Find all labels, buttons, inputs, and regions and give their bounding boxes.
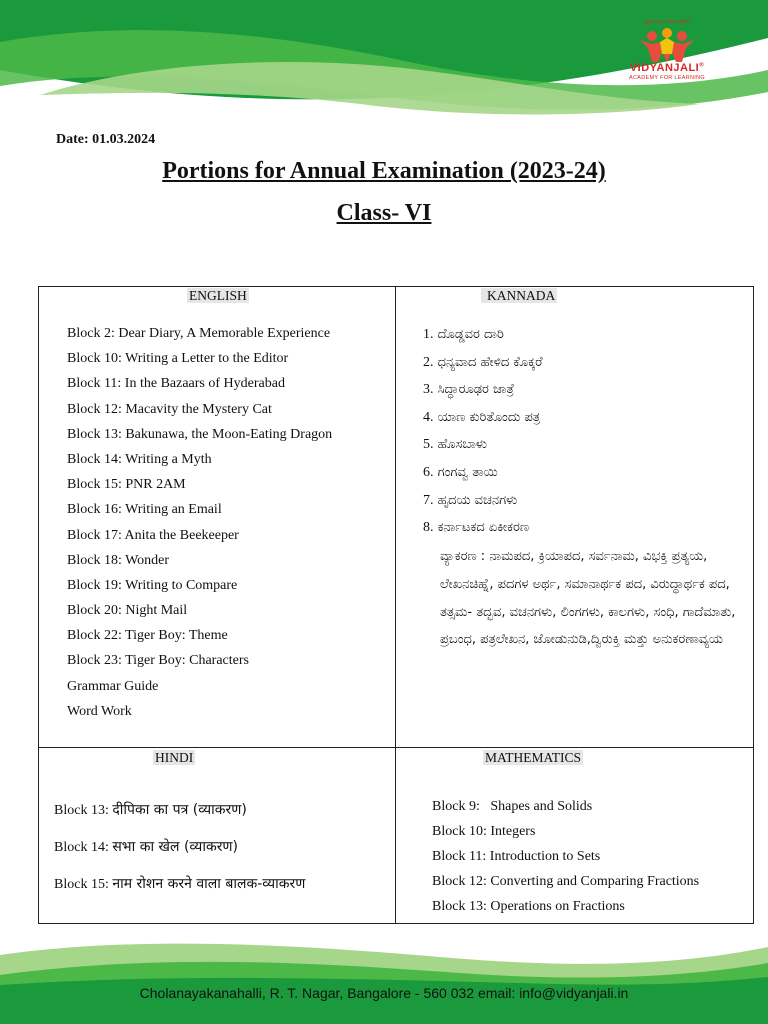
item-number: 1. [423, 327, 434, 342]
kannada-grammar: ವ್ಯಾಕರಣ : ನಾಮಪದ, ಕ್ರಿಯಾಪದ, ಸರ್ವನಾಮ, ವಿಭಕ್ತಿ ಪ್ರತ್ಯಯ, ಲೇಖನಚಿಹ್ನೆ, ಪದಗಳ ಅರ್ಥ, ಸಮಾನಾರ್ಥಕ ಪದ, ವಿರುದ್ಧಾರ್ಥಕ ಪದ, ತತ್ಸಮ- ತದ್ಭವ, ವಚನಗಳು, ಲಿಂಗಗಳು, ಕಾಲಗಳು, ಸಂಧಿ, ಗಾದೆಮಾತು, ಪ್ರಬಂಧ, ಪತ್ರಲೇಖನ, ಜೋಡುನುಡಿ,ದ್ವಿರುಕ್ತಿ ಮತ್ತು ಅನುಕರಣಾವ್ಯಯ [440, 549, 736, 648]
english-list-item: Block 16: Writing an Email [67, 502, 222, 518]
item-number: 4. [423, 409, 434, 425]
english-list-item: Block 10: Writing a Letter to the Editor [67, 351, 289, 367]
kannada-list-item [423, 353, 543, 381]
block-label: Block 14: [54, 840, 109, 855]
mathematics-list-item: Block 9: Shapes and Solids [432, 799, 593, 814]
item-number: 6. [423, 464, 434, 480]
kannada-list-item [423, 518, 543, 546]
hindi-list-item [54, 874, 305, 911]
kannada-list-item [423, 491, 543, 519]
english-list-item: Block 18: Wonder [67, 552, 170, 568]
hindi-list-item [54, 800, 305, 837]
logo-name: VIDYANJALI® [629, 62, 705, 74]
class-label: Class- VI [336, 200, 432, 226]
item-text: नाम रोशन करने वाला बालक-व्याकरण [112, 876, 306, 892]
mathematics-list-item: Block 13: Operations on Fractions [432, 899, 625, 915]
item-number: 8. [423, 520, 434, 536]
table-divider-horizontal [39, 747, 753, 748]
table-divider-vertical [395, 287, 396, 923]
hindi-heading: HINDI [155, 750, 194, 765]
portions-table [38, 286, 754, 924]
block-label: Block 15: [54, 877, 109, 892]
item-number: 7. [423, 492, 434, 508]
english-list-item: Block 20: Night Mail [67, 603, 188, 619]
hindi-list [54, 800, 305, 911]
english-list-item: Block 23: Tiger Boy: Characters [67, 653, 249, 669]
item-text: ಹೊಸಬಾಳು [437, 437, 488, 453]
kannada-list-item [423, 435, 543, 463]
english-list-item: Grammar Guide [67, 678, 159, 694]
item-number: 2. [423, 354, 434, 370]
item-text: सभा का खेल (व्याकरण) [112, 839, 239, 855]
mathematics-list [432, 797, 699, 922]
english-list-item: Block 19: Writing to Compare [67, 577, 238, 593]
item-number: 5. [423, 437, 434, 453]
mathematics-list-item: Block 11: Introduction to Sets [432, 849, 601, 865]
logo-tagline: ಜ್ಞಾನದಿಂದ ಕರ್ಮದೆಡೆಗೆ [644, 18, 690, 25]
kannada-list-item [423, 408, 543, 436]
english-list-item: Block 22: Tiger Boy: Theme [67, 628, 228, 644]
footer-wave-banner [0, 935, 768, 1024]
item-text: ಯಾಣ ಕುರಿತೊಂದು ಪತ್ರ [437, 409, 541, 425]
block-label: Block 13: [54, 803, 109, 818]
page-title: Portions for Annual Examination (2023-24) [162, 158, 606, 184]
english-list-item: Block 13: Bakunawa, the Moon-Eating Dragon [67, 426, 333, 442]
item-text: ಧನ್ಯವಾದ ಹೇಳಿದ ಕೊಕ್ಕರೆ [437, 354, 543, 370]
item-text: ಗಂಗವ್ವ ತಾಯಿ [437, 464, 498, 480]
item-number: 3. [423, 382, 434, 398]
english-list-item: Word Work [67, 703, 132, 719]
item-text: ಸಿದ್ಧಾರೂಢರ ಜಾತ್ರೆ [437, 382, 515, 398]
english-list-item: Block 12: Macavity the Mystery Cat [67, 401, 272, 417]
mathematics-list-item: Block 12: Converting and Comparing Fractions [432, 874, 700, 890]
item-text: ಹೃದಯ ವಚನಗಳು [437, 492, 518, 508]
kannada-list [423, 325, 543, 546]
kannada-heading: KANNADA [481, 288, 557, 303]
english-list-item: Block 2: Dear Diary, A Memorable Experience [67, 326, 331, 341]
item-text: ಕರ್ನಾಟಕದ ಏಕೀಕರಣ [437, 520, 530, 536]
vidyanjali-logo [622, 18, 712, 88]
logo-subtitle: ACADEMY FOR LEARNING [629, 75, 705, 81]
kannada-list-item [423, 463, 543, 491]
english-list-item: Block 11: In the Bazaars of Hyderabad [67, 376, 285, 392]
date-label: Date: 01.03.2024 [56, 132, 156, 147]
english-list-item: Block 15: PNR 2AM [67, 477, 186, 493]
item-text: दीपिका का पत्र (व्याकरण) [112, 802, 247, 818]
mathematics-heading: MATHEMATICS [485, 750, 582, 765]
item-text: ದೊಡ್ಡವರ ದಾರಿ [437, 327, 504, 342]
english-list [67, 324, 332, 727]
english-list-item: Block 14: Writing a Myth [67, 451, 212, 467]
mathematics-list-item: Block 10: Integers [432, 824, 536, 840]
kannada-list-item [423, 380, 543, 408]
hindi-list-item [54, 837, 305, 874]
english-list-item: Block 17: Anita the Beekeeper [67, 527, 239, 543]
kannada-list-item [423, 325, 543, 353]
footer-address: Cholanayakanahalli, R. T. Nagar, Bangalore - 560 032 email: info@vidyanjali.in [139, 985, 629, 1001]
english-heading: ENGLISH [189, 288, 247, 303]
